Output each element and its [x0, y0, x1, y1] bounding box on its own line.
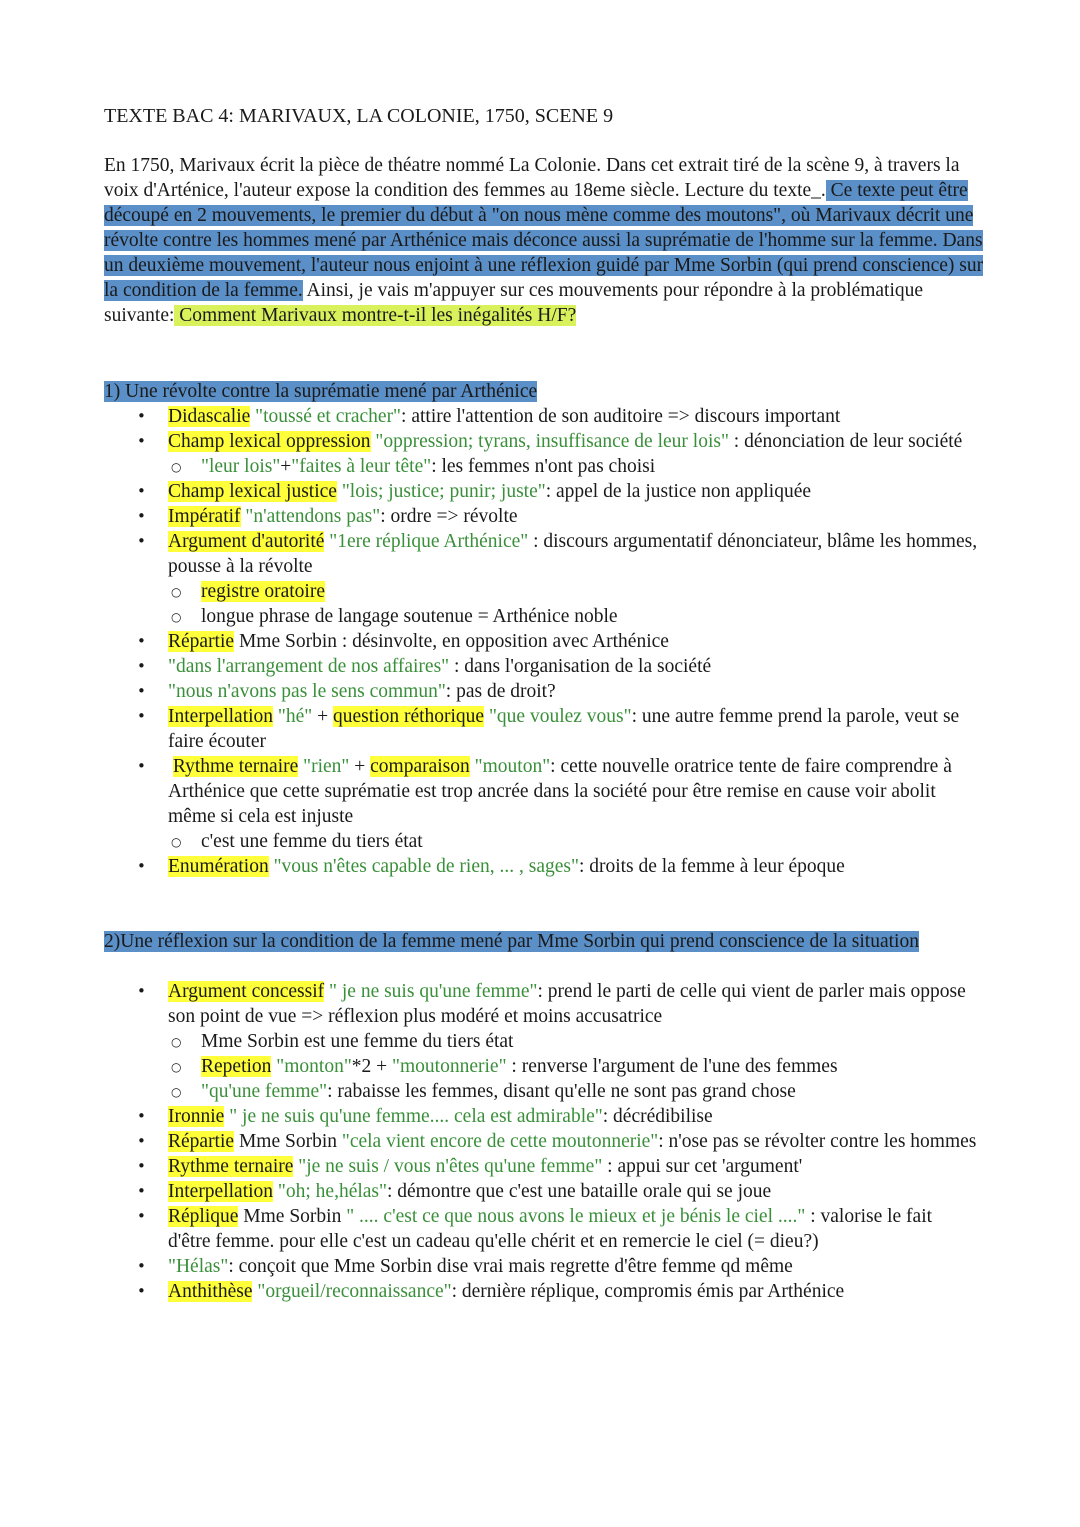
list-item: • Interpellation "hé" + question réthorique "que voulez vous": une autre femme prend la parole, veut se faire écouter	[0, 704, 978, 754]
sub-list-item: ○ "qu'une femme": rabaisse les femmes, disant qu'elle ne sont pas grand chose	[0, 1079, 981, 1104]
intro-opening: En 1750, Marivaux écrit la pièce de théatre nommé La Colonie. Dans cet extrait tiré de la scène 9, à travers la voix d'Arténice, l'auteur expose la condition des femmes au 18eme siècle. Lecture du texte_.	[104, 155, 960, 201]
sub-list-item: ○ "leur lois"+"faites à leur tête": les femmes n'ont pas choisi	[0, 454, 981, 479]
sub-list-item: ○ Mme Sorbin est une femme du tiers état	[0, 1029, 981, 1054]
section1-heading: 1) Une révolte contre la suprématie mené par Arthénice	[104, 381, 538, 402]
list-item: • Répartie Mme Sorbin "cela vient encore de cette moutonnerie": n'ose pas se révolter contre les hommes	[0, 1129, 978, 1154]
list-item: • Rythme ternaire "je ne suis / vous n'êtes qu'une femme" : appui sur cet 'argument'	[0, 1154, 978, 1179]
list-item: • Rythme ternaire "rien" + comparaison "mouton": cette nouvelle oratrice tente de faire comprendre à Arthénice que cette suprématie est trop ancrée dans la société pour être remise en cause voir abolit même si cela est injuste	[0, 754, 978, 829]
list-item: • Réplique Mme Sorbin " .... c'est ce que nous avons le mieux et je bénis le ciel ...." : valorise le fait d'être femme. pour elle c'est un cadeau qu'elle chérit et en remercie le ciel (= dieu?)	[0, 1204, 978, 1254]
sub-list-item: ○ registre oratoire	[0, 579, 981, 604]
list-item: • Ironnie " je ne suis qu'une femme.... cela est admirable": décrédibilise	[0, 1104, 978, 1129]
intro-paragraph	[104, 153, 984, 328]
sub-list-item: ○ Repetion "monton"*2 + "moutonnerie" : renverse l'argument de l'une des femmes	[0, 1054, 981, 1079]
section2-heading: 2)Une réflexion sur la condition de la femme mené par Mme Sorbin qui prend conscience de la situation	[104, 931, 919, 952]
list-item: • Anthithèse "orgueil/reconnaissance": dernière réplique, compromis émis par Arthénice	[0, 1279, 978, 1304]
intro-highlight-movements: Ce texte peut être découpé en 2 mouvements, le premier du début à "on nous mène comme des moutons", où Marivaux décrit une révolte contre les hommes mené par Arthénice mais déconce aussi la suprématie de l'homme sur la femme. Dans un deuxième mouvement, l'auteur nous enjoint à une réflexion guidé par Mme Sorbin (qui prend conscience) sur la condition de la femme.	[104, 180, 984, 301]
list-item: • Champ lexical oppression "oppression; tyrans, insuffisance de leur lois" : dénonciation de leur société	[0, 429, 978, 454]
intro-transition: Ainsi, je vais m'appuyer sur ces mouvements pour répondre à la problématique suivante:	[104, 280, 924, 326]
section2-list	[0, 979, 981, 1304]
list-item: • Enumération "vous n'êtes capable de rien, ... , sages": droits de la femme à leur époque	[0, 854, 978, 879]
list-item: • Didascalie "toussé et cracher": attire l'attention de son auditoire => discours important	[0, 404, 978, 429]
sub-list-item: ○ longue phrase de langage soutenue = Arthénice noble	[0, 604, 981, 629]
sub-list-item: ○ c'est une femme du tiers état	[0, 829, 981, 854]
list-item: • Interpellation "oh; he,hélas": démontre que c'est une bataille orale qui se joue	[0, 1179, 978, 1204]
list-item: • Répartie Mme Sorbin : désinvolte, en opposition avec Arthénice	[0, 629, 978, 654]
section1-list	[0, 404, 981, 879]
document-title: TEXTE BAC 4: MARIVAUX, LA COLONIE, 1750, SCENE 9	[104, 105, 614, 127]
list-item: • "Hélas": conçoit que Mme Sorbin dise vrai mais regrette d'être femme qd même	[0, 1254, 978, 1279]
list-item: • Argument d'autorité "1ere réplique Arthénice" : discours argumentatif dénonciateur, blâme les hommes, pousse à la révolte	[0, 529, 978, 579]
list-item: • Argument concessif " je ne suis qu'une femme": prend le parti de celle qui vient de parler mais oppose son point de vue => réflexion plus modéré et moins accusatrice	[0, 979, 978, 1029]
list-item: • "nous n'avons pas le sens commun": pas de droit?	[0, 679, 978, 704]
list-item: • Champ lexical justice "lois; justice; punir; juste": appel de la justice non appliquée	[0, 479, 978, 504]
list-item: • Impératif "n'attendons pas": ordre => révolte	[0, 504, 978, 529]
list-item: • "dans l'arrangement de nos affaires" : dans l'organisation de la société	[0, 654, 978, 679]
intro-problematique: Comment Marivaux montre-t-il les inégalités H/F?	[174, 305, 577, 326]
